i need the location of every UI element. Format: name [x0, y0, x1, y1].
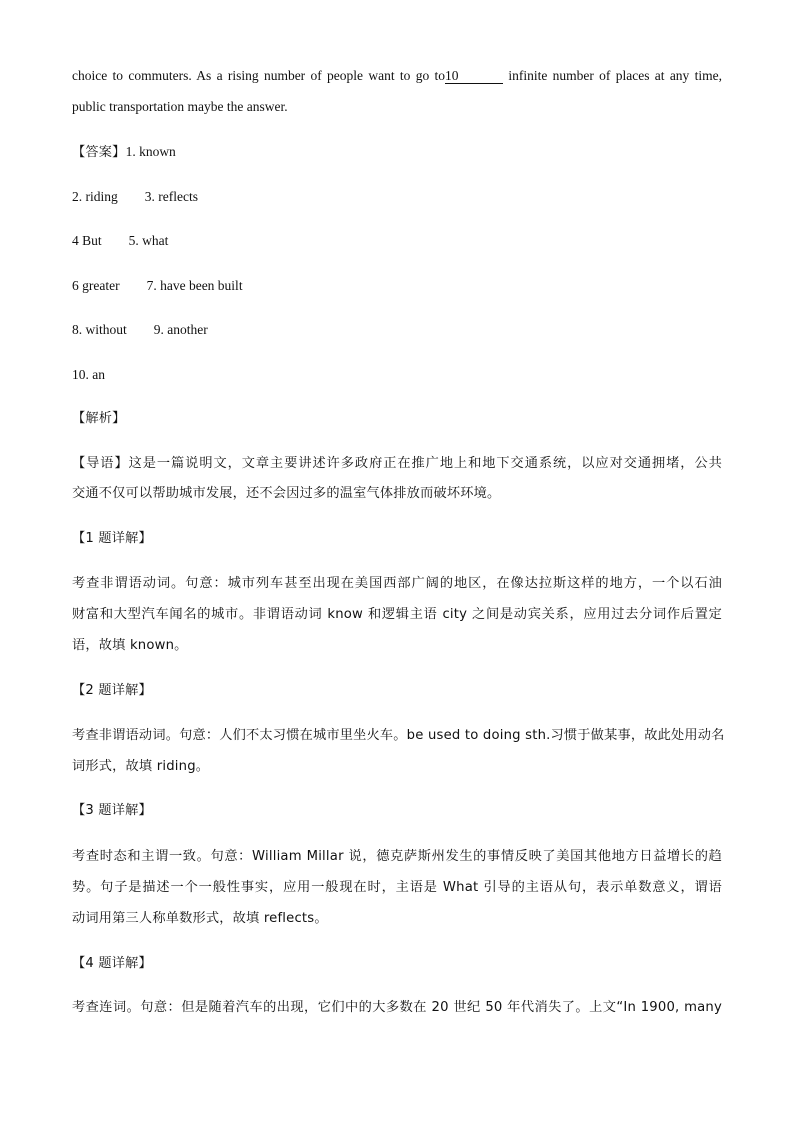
q2-line-1: 考查非谓语动词。句意：人们不太习惯在城市里坐火车。be used to doing sth.习惯于做某事，故此处用动名	[72, 728, 725, 743]
q3-title: 【3 题详解】	[72, 803, 152, 818]
q2-line-2: 词形式，故填 riding。	[72, 759, 210, 774]
q1-line-2: 财富和大型汽车闻名的城市。非谓语动词 know 和逻辑主语 city 之间是动宾关系，应用过去分词作后置定	[72, 607, 722, 622]
q4-title: 【4 题详解】	[72, 956, 152, 971]
answer-heading-row	[72, 143, 176, 162]
analysis-label: 【解析】	[72, 411, 126, 426]
passage-text-after-blank: infinite number of places at any time,	[503, 68, 722, 83]
answer-4: 4 But	[72, 233, 102, 248]
answer-1: 1. known	[125, 144, 176, 159]
q2-title: 【2 题详解】	[72, 683, 152, 698]
intro-line-1: 【导语】这是一篇说明文，文章主要讲述许多政府正在推广地上和地下交通系统，以应对交通拥堵，公共	[72, 456, 722, 471]
answer-3: 3. reflects	[144, 189, 198, 204]
q1-line-3: 语，故填 known。	[72, 638, 188, 653]
answer-10: 10. an	[72, 367, 105, 382]
q1-title: 【1 题详解】	[72, 531, 152, 546]
q3-line-3: 动词用第三人称单数形式，故填 reflects。	[72, 911, 328, 926]
answer-9: 9. another	[153, 322, 208, 337]
answer-row-4-5	[72, 232, 168, 250]
answer-row-8-9	[72, 321, 208, 339]
answer-7: 7. have been built	[146, 278, 243, 293]
answer-row-2-3	[72, 188, 198, 206]
answer-label: 【答案】	[72, 145, 126, 160]
answer-row-6-7	[72, 277, 243, 295]
answer-5: 5. what	[128, 233, 169, 248]
q4-line-1: 考查连词。句意：但是随着汽车的出现，它们中的大多数在 20 世纪 50 年代消失了。上文“In 1900, many	[72, 1000, 722, 1015]
answer-8: 8. without	[72, 322, 127, 337]
q3-line-1: 考查时态和主谓一致。句意：William Millar 说，德克萨斯州发生的事情反映了美国其他地方日益增长的趋	[72, 849, 722, 864]
q3-line-2: 势。句子是描述一个一般性事实，应用一般现在时，主语是 What 引导的主语从句，表示单数意义，谓语	[72, 880, 722, 895]
intro-line-2: 交通不仅可以帮助城市发展，还不会因过多的温室气体排放而破坏环境。	[72, 486, 501, 501]
passage-line-2: public transportation maybe the answer.	[72, 99, 288, 114]
passage-line-1	[72, 67, 722, 85]
q1-line-1: 考查非谓语动词。句意：城市列车甚至出现在美国西部广阔的地区，在像达拉斯这样的地方，一个以石油	[72, 576, 722, 591]
answer-6: 6 greater	[72, 278, 120, 293]
answer-blank-10: 10	[445, 69, 503, 84]
passage-text-before-blank: choice to commuters. As a rising number of people want to go to	[72, 68, 446, 83]
answer-2: 2. riding	[72, 189, 118, 204]
